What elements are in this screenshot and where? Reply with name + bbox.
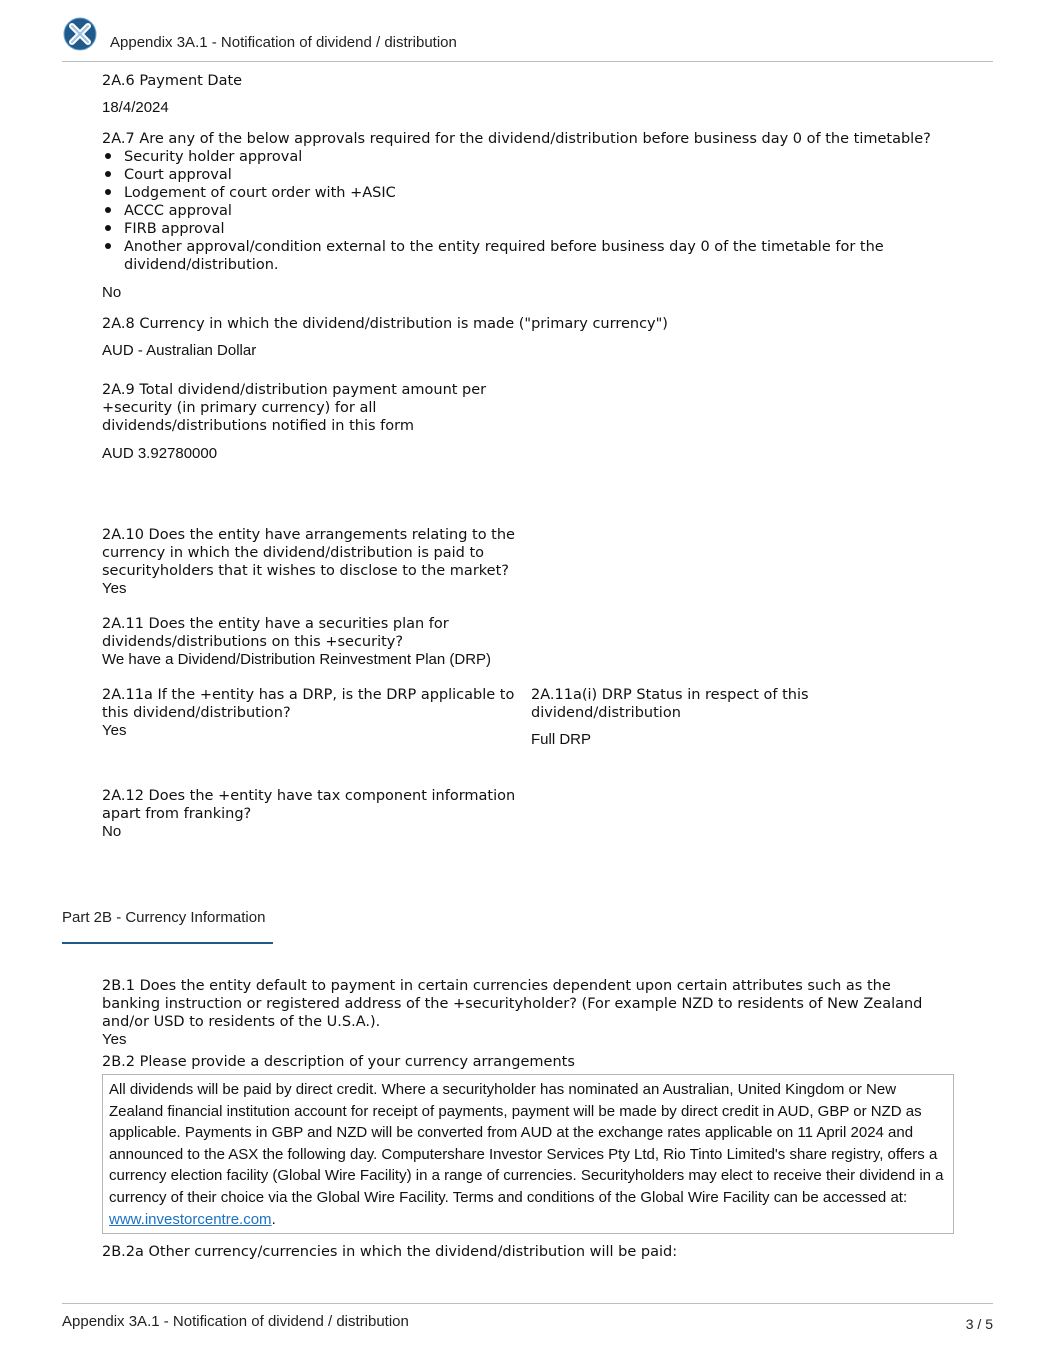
investorcentre-link[interactable]: www.investorcentre.com — [109, 1210, 272, 1228]
q2b1-question: 2B.1 Does the entity default to payment in certain currencies dependent upon certain attributes such as the banking instruction or registered address of the +securityholder? (For example NZD to residents of New Zealand and/or USD to residents of the U.S.A.). — [102, 978, 923, 1030]
q2a10-question: 2A.10 Does the entity have arrangements relating to the currency in which the dividend/distribution is paid to securityholders that it wishes to disclose to the market? — [102, 527, 515, 579]
asx-logo-icon — [63, 17, 97, 51]
q2a11a-answer: Yes — [102, 722, 127, 739]
q2a8-question: 2A.8 Currency in which the dividend/distribution is made ("primary currency") — [102, 316, 668, 332]
q2a11ai-answer: Full DRP — [531, 731, 592, 748]
q2a7-approval-list — [102, 148, 902, 274]
q2a10-answer: Yes — [102, 580, 127, 597]
q2a6-question: 2A.6 Payment Date — [102, 73, 243, 89]
q2a11-answer: We have a Dividend/Distribution Reinvestment Plan (DRP) — [102, 651, 492, 668]
q2b2-question: 2B.2 Please provide a description of your currency arrangements — [102, 1054, 575, 1070]
q2a9-answer: AUD 3.92780000 — [102, 445, 218, 462]
footer-divider — [62, 1303, 993, 1304]
q2a9-question: 2A.9 Total dividend/distribution payment amount per +security (in primary currency) for all dividends/distributions notified in this form — [102, 382, 487, 434]
footer-title: Appendix 3A.1 - Notification of dividend / distribution — [62, 1313, 409, 1330]
q2a6-answer: 18/4/2024 — [102, 99, 169, 116]
part-2b-underline — [62, 942, 273, 944]
q2a12-question: 2A.12 Does the +entity have tax component information apart from franking? — [102, 788, 516, 822]
q2a11-question: 2A.11 Does the entity have a securities plan for dividends/distributions on this +security? — [102, 616, 449, 650]
currency-arrangements-box — [102, 1074, 954, 1234]
q2b1-answer: Yes — [102, 1031, 127, 1048]
q2a8-answer: AUD - Australian Dollar — [102, 342, 257, 359]
currency-arrangements-trailing: . — [271, 1210, 276, 1228]
q2a7-question: 2A.7 Are any of the below approvals required for the dividend/distribution before business day 0 of the timetable? — [102, 131, 931, 147]
approval-item: Court approval — [102, 166, 902, 184]
q2a12-answer: No — [102, 823, 122, 840]
q2a7-answer: No — [102, 284, 122, 301]
approval-item: ACCC approval — [102, 202, 902, 220]
header-title: Appendix 3A.1 - Notification of dividend / distribution — [110, 34, 457, 51]
page-number: 3 / 5 — [965, 1316, 993, 1332]
approval-item: Another approval/condition external to the entity required before business day 0 of the timetable for the dividend/distribution. — [102, 238, 902, 274]
q2a11a-question: 2A.11a If the +entity has a DRP, is the DRP applicable to this dividend/distribution? — [102, 687, 515, 721]
approval-item: Lodgement of court order with +ASIC — [102, 184, 902, 202]
q2b2a-question: 2B.2a Other currency/currencies in which the dividend/distribution will be paid: — [102, 1244, 678, 1260]
approval-item: Security holder approval — [102, 148, 902, 166]
part-2b-title: Part 2B - Currency Information — [62, 909, 266, 926]
approval-item: FIRB approval — [102, 220, 902, 238]
q2a11ai-question: 2A.11a(i) DRP Status in respect of this dividend/distribution — [531, 687, 809, 721]
currency-arrangements-text: All dividends will be paid by direct credit. Where a securityholder has nominated an Australian, United Kingdom or New Zealand financial institution account for receipt of payments, payment will be made by direct credit in AUD, GBP or NZD as applicable. Payments in GBP and NZD will be converted from AUD at the exchange rates applicable on 11 April 2024 and announced to the ASX the following day. Computershare Investor Services Pty Ltd, Rio Tinto Limited's share registry, offers a currency election facility (Global Wire Facility) in a range of currencies. Securityholders may elect to receive their dividend in a currency of their choice via the Global Wire Facility. Terms and conditions of the Global Wire Facility can be accessed at: — [109, 1081, 944, 1206]
header-divider — [62, 61, 993, 62]
